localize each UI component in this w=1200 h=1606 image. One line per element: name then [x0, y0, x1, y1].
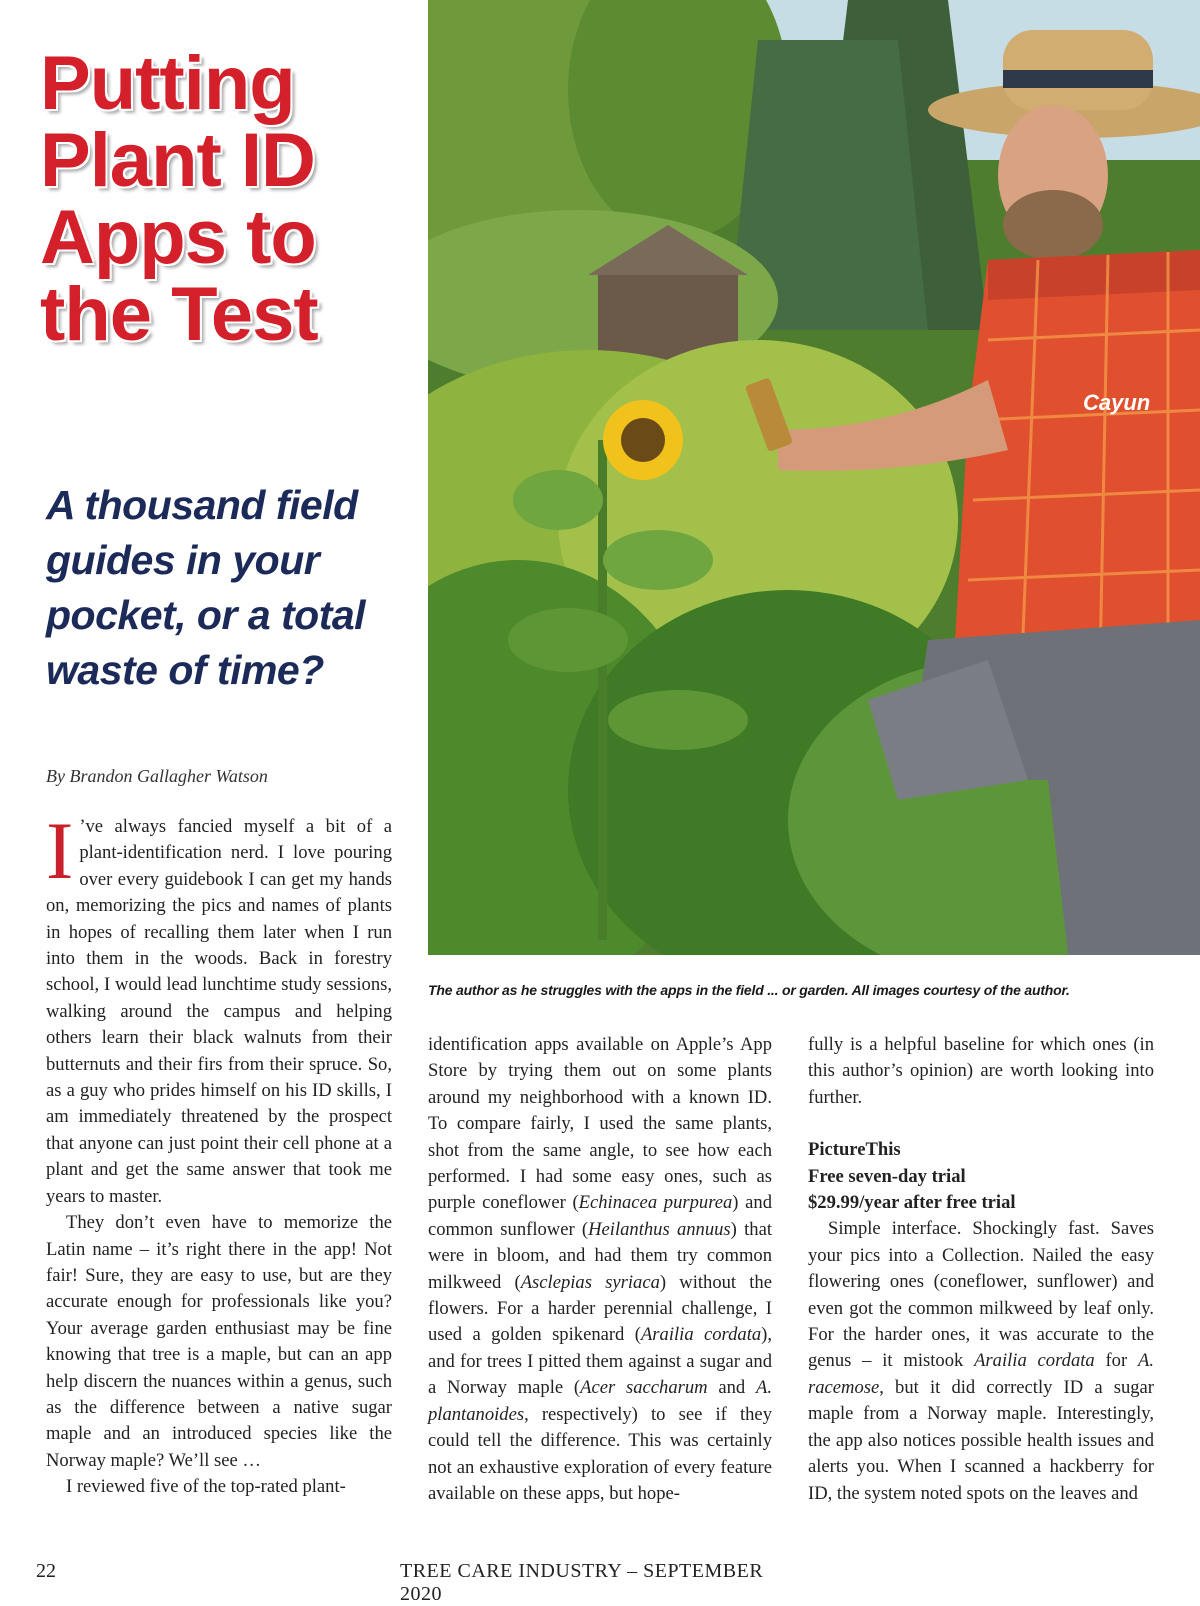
page-number: 22 [36, 1560, 56, 1582]
species-name: Acer saccharum [580, 1377, 708, 1399]
article-column-3 [808, 1032, 1154, 1507]
subtitle-line: guides in your [46, 537, 320, 583]
title-line: Apps to [40, 195, 316, 280]
text-run: , respectively) to see if they could tell the difference. This was certainly not an exhaustive exploration of every feature available on these apps, but hope- [428, 1403, 772, 1504]
article-column-2 [428, 1032, 772, 1507]
article-subtitle [46, 478, 416, 698]
paragraph [46, 805, 392, 1210]
spacer [808, 1111, 1154, 1137]
text-run: identification apps available on Apple’s App Store by trying them out on some plants around my neighborhood with a known ID. To compare fairly, I used the same plants, shot from the same angle, to see how each performed. I had some easy ones, such as purple coneflower ( [428, 1034, 772, 1214]
text-run: for [1094, 1350, 1138, 1372]
drop-cap: I [46, 805, 74, 896]
trial-info: Free seven-day trial [808, 1165, 966, 1187]
paragraph: They don’t even have to memorize the Latin name – it’s right there in the app! Not fair! Sure, they are easy to use, but are they accurate enough for professionals like you? Your average garden enthusiast may be fine knowing that tree is a maple, but can an app help discern the nuances within a genus, such as the difference between a native sugar maple and an introduced species like the Norway maple? We’ll see … [46, 1212, 392, 1471]
app-name-heading: PictureThis [808, 1139, 901, 1161]
garden-photo-illustration [428, 0, 1200, 955]
species-name: Heilanthus annuus [588, 1218, 731, 1240]
photo-caption: The author as he struggles with the apps in the field ... or garden. All images courtesy of the author. [428, 982, 1070, 998]
title-line: the Test [40, 272, 318, 357]
text-run: Simple interface. Shockingly fast. Saves your pics into a Collection. Nailed the easy flowering ones (coneflower, sunflower) and even got the common milkweed by leaf only. For the harder ones, it was accurate to the genus – it mistook [808, 1218, 1154, 1372]
byline: By Brandon Gallagher Watson [46, 766, 268, 786]
article-column-1 [46, 805, 392, 1501]
paragraph: fully is a helpful baseline for which ones (in this author’s opinion) are worth looking into further. [808, 1034, 1154, 1108]
text-run: ) that were in bloom, and had them try common milkweed ( [428, 1218, 772, 1293]
title-line: Plant ID [40, 118, 315, 203]
text-run: and [707, 1377, 756, 1399]
magazine-footer: TREE CARE INDUSTRY – SEPTEMBER 2020 [400, 1560, 764, 1605]
author-photo [428, 0, 1200, 955]
text-run: ) and common sunflower ( [428, 1192, 772, 1240]
paragraph: I reviewed five of the top-rated plant- [66, 1476, 346, 1498]
paragraph-text: ’ve always fancied myself a bit of a plant-identification nerd. I love pouring over every guidebook I can get my hands on, memorizing the pics and names of plants in hopes of recalling them later when I run into them in the woods. Back in forestry school, I would lead lunchtime study sessions, walking around the campus and helping others learn their black walnuts from their butternuts and their firs from their spruce. So, as a guy who prides himself on his ID skills, I am immediately threatened by the prospect that anyone can just point their cell phone at a plant and get the same answer that took me years to master. [46, 816, 392, 1207]
text-run: , but it did correctly ID a sugar maple from a Norway maple. Interestingly, the app also notices possible health issues and alerts you. When I scanned a hackberry for ID, the system noted spots on the leaves and [808, 1376, 1154, 1504]
text-run: ), and for trees I pitted them against a sugar and a Norway maple ( [428, 1324, 772, 1399]
subtitle-line: A thousand field [46, 482, 358, 528]
species-name: A. plantanoides [428, 1377, 772, 1425]
subtitle-line: pocket, or a total [46, 592, 366, 638]
species-name: Arailia cordata [974, 1350, 1095, 1372]
title-line: Putting [40, 41, 295, 126]
paragraph [808, 1216, 1154, 1506]
species-name: Asclepias syriaca [520, 1271, 660, 1293]
text-run: ) without the flowers. For a harder perennial challenge, I used a golden spikenard ( [428, 1271, 772, 1346]
article-title [40, 41, 420, 357]
price-info: $29.99/year after free trial [808, 1192, 1016, 1214]
subtitle-line: waste of time? [46, 647, 324, 693]
species-name: A. racemose [808, 1350, 1154, 1398]
species-name: Arailia cordata [640, 1324, 762, 1346]
paragraph [428, 1032, 772, 1507]
species-name: Echinacea purpurea [578, 1192, 733, 1214]
shirt-logo-text: Cayun [1083, 390, 1151, 415]
